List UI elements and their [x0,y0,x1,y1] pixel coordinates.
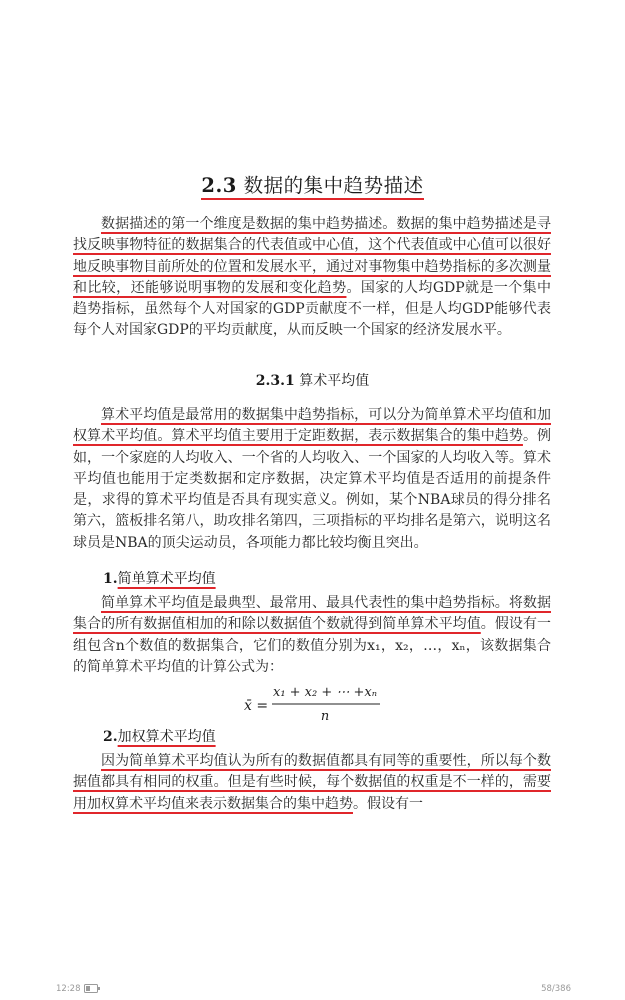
title-number: 2.3 [201,174,237,197]
sub-heading-simple-mean [103,569,216,589]
intro-underlined: 数据描述的第一个维度是数据的集中趋势描述。数据的集中趋势描述是寻找反映事物特征的数据集合的代表值或中心值，这个代表值或中心值可以很好地反映事物目前所处的位置和发展水平，通过对事物集中趋势指标的多次测量和比较，还能够说明事物的发展和变化趋势 [73,216,551,296]
mean-formula [0,680,625,726]
sub2-number: 2. [103,729,118,745]
sub2-rest: 。假设有一 [353,795,423,812]
sub1-number: 1. [103,571,118,587]
sub2-underlined: 因为简单算术平均值认为所有的数据值都具有同等的重要性，所以每个数据值都具有相同的权重。但是有些时候，每个数据值的权重是不一样的，需要用加权算术平均值来表示数据集合的集中趋势 [73,753,551,812]
sub2-title: 加权算术平均值 [117,729,216,745]
sub-heading-weighted-mean [103,727,216,747]
sub1-rest: 。假设有一组包含n个数值的数据集合，它们的数值分别为x₁，x₂，…，xₙ，该数据集合的简单算术平均值的计算公式为： [73,616,552,675]
title-text: 数据的集中趋势描述 [243,174,424,197]
page-title [0,173,625,199]
formula-svg [0,680,625,726]
intro-rest: 。国家的人均GDP就是一个集中趋势指标，虽然每个人对国家的GDP贡献度不一样，但是人均GDP能够代表每个人对国家GDP的平均贡献度，从而反映一个国家的经济发展水平。 [73,279,552,339]
section-number: 2.3.1 [255,373,295,389]
section-heading [0,371,625,391]
section-title: 算术平均值 [299,373,370,389]
status-bar [0,980,625,1000]
battery-icon [84,984,98,993]
status-time: 12:28 [56,984,81,994]
sub1-title: 简单算术平均值 [117,571,216,587]
section-rest: 。例如，一个家庭的人均收入、一个省的人均收入、一个国家的人均收入等。算术平均值也能用于定类数据和定序数据，决定算术平均值是否适用的前提条件是，求得的算术平均值是否具有现实意义。例如，某个NBA球员的得分排名第六，篮板排名第八，助攻排名第四，三项指标的平均排名是第六，说明这名球员是NBA的顶尖运动员，各项能力都比较均衡且突出。 [73,428,551,551]
simple-mean-paragraph [73,593,551,678]
weighted-mean-paragraph [73,751,551,815]
formula-denominator: n [320,709,330,724]
intro-paragraph [73,214,551,342]
section-underlined: 算术平均值是最常用的数据集中趋势指标，可以分为简单算术平均值和加权算术平均值。算术平均值主要用于定距数据，表示数据集合的集中趋势 [73,407,551,445]
formula-numerator: x₁ + x₂ + ⋯ +xₙ [272,685,378,700]
sub1-underlined: 简单算术平均值是最典型、最常用、最具代表性的集中趋势指标。将数据集合的所有数据值相加的和除以数据值个数就得到简单算术平均值 [73,595,551,633]
page-counter: 58/386 [541,984,571,994]
formula-lhs: x̄ = [244,698,269,714]
section-paragraph [73,405,551,554]
